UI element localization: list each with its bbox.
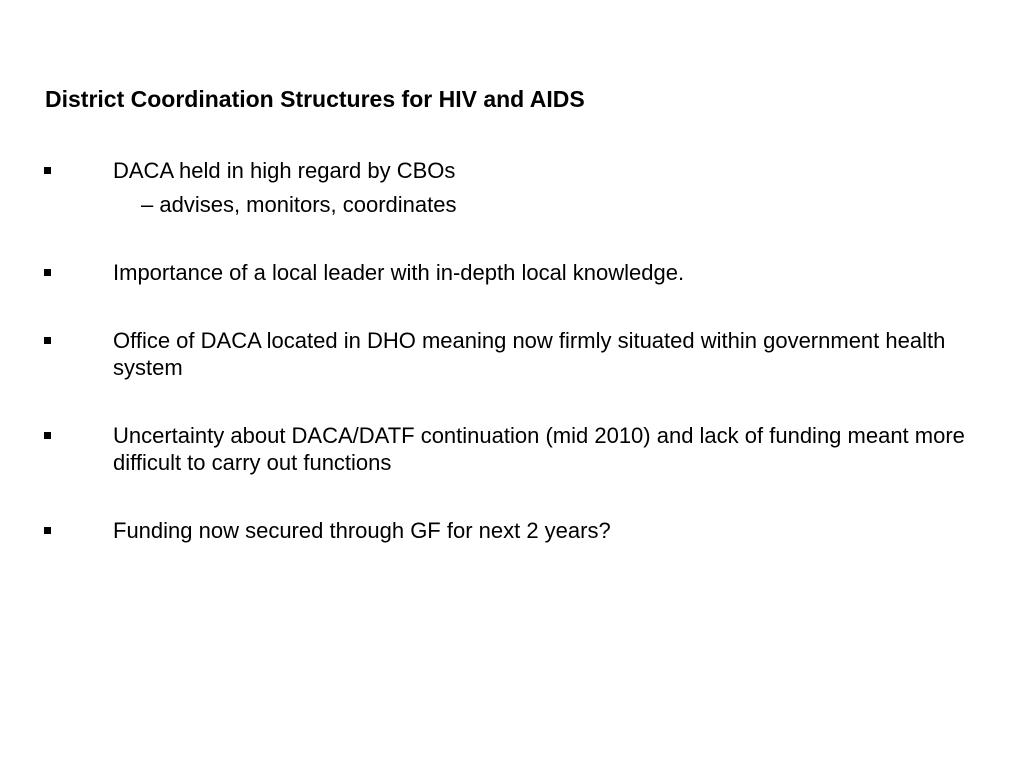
bullet-text: Office of DACA located in DHO meaning now firmly situated within government health system	[113, 328, 946, 380]
square-bullet-icon	[44, 432, 51, 439]
bullet-item	[44, 422, 994, 476]
square-bullet-icon	[44, 337, 51, 344]
bullet-item	[44, 157, 994, 218]
bullet-text: Importance of a local leader with in-depth local knowledge.	[113, 260, 685, 285]
sub-bullet-text: – advises, monitors, coordinates	[141, 192, 457, 217]
bullet-item	[44, 327, 994, 381]
bullet-text: Uncertainty about DACA/DATF continuation (mid 2010) and lack of funding meant more difficult to carry out functions	[113, 423, 965, 475]
bullet-text: Funding now secured through GF for next 2 years?	[113, 518, 611, 543]
bullet-item	[44, 259, 994, 286]
square-bullet-icon	[44, 269, 51, 276]
bullet-text: DACA held in high regard by CBOs	[113, 158, 456, 183]
bullet-list	[44, 157, 994, 585]
square-bullet-icon	[44, 167, 51, 174]
slide-title: District Coordination Structures for HIV and AIDS	[45, 86, 585, 112]
square-bullet-icon	[44, 527, 51, 534]
bullet-item	[44, 517, 994, 544]
